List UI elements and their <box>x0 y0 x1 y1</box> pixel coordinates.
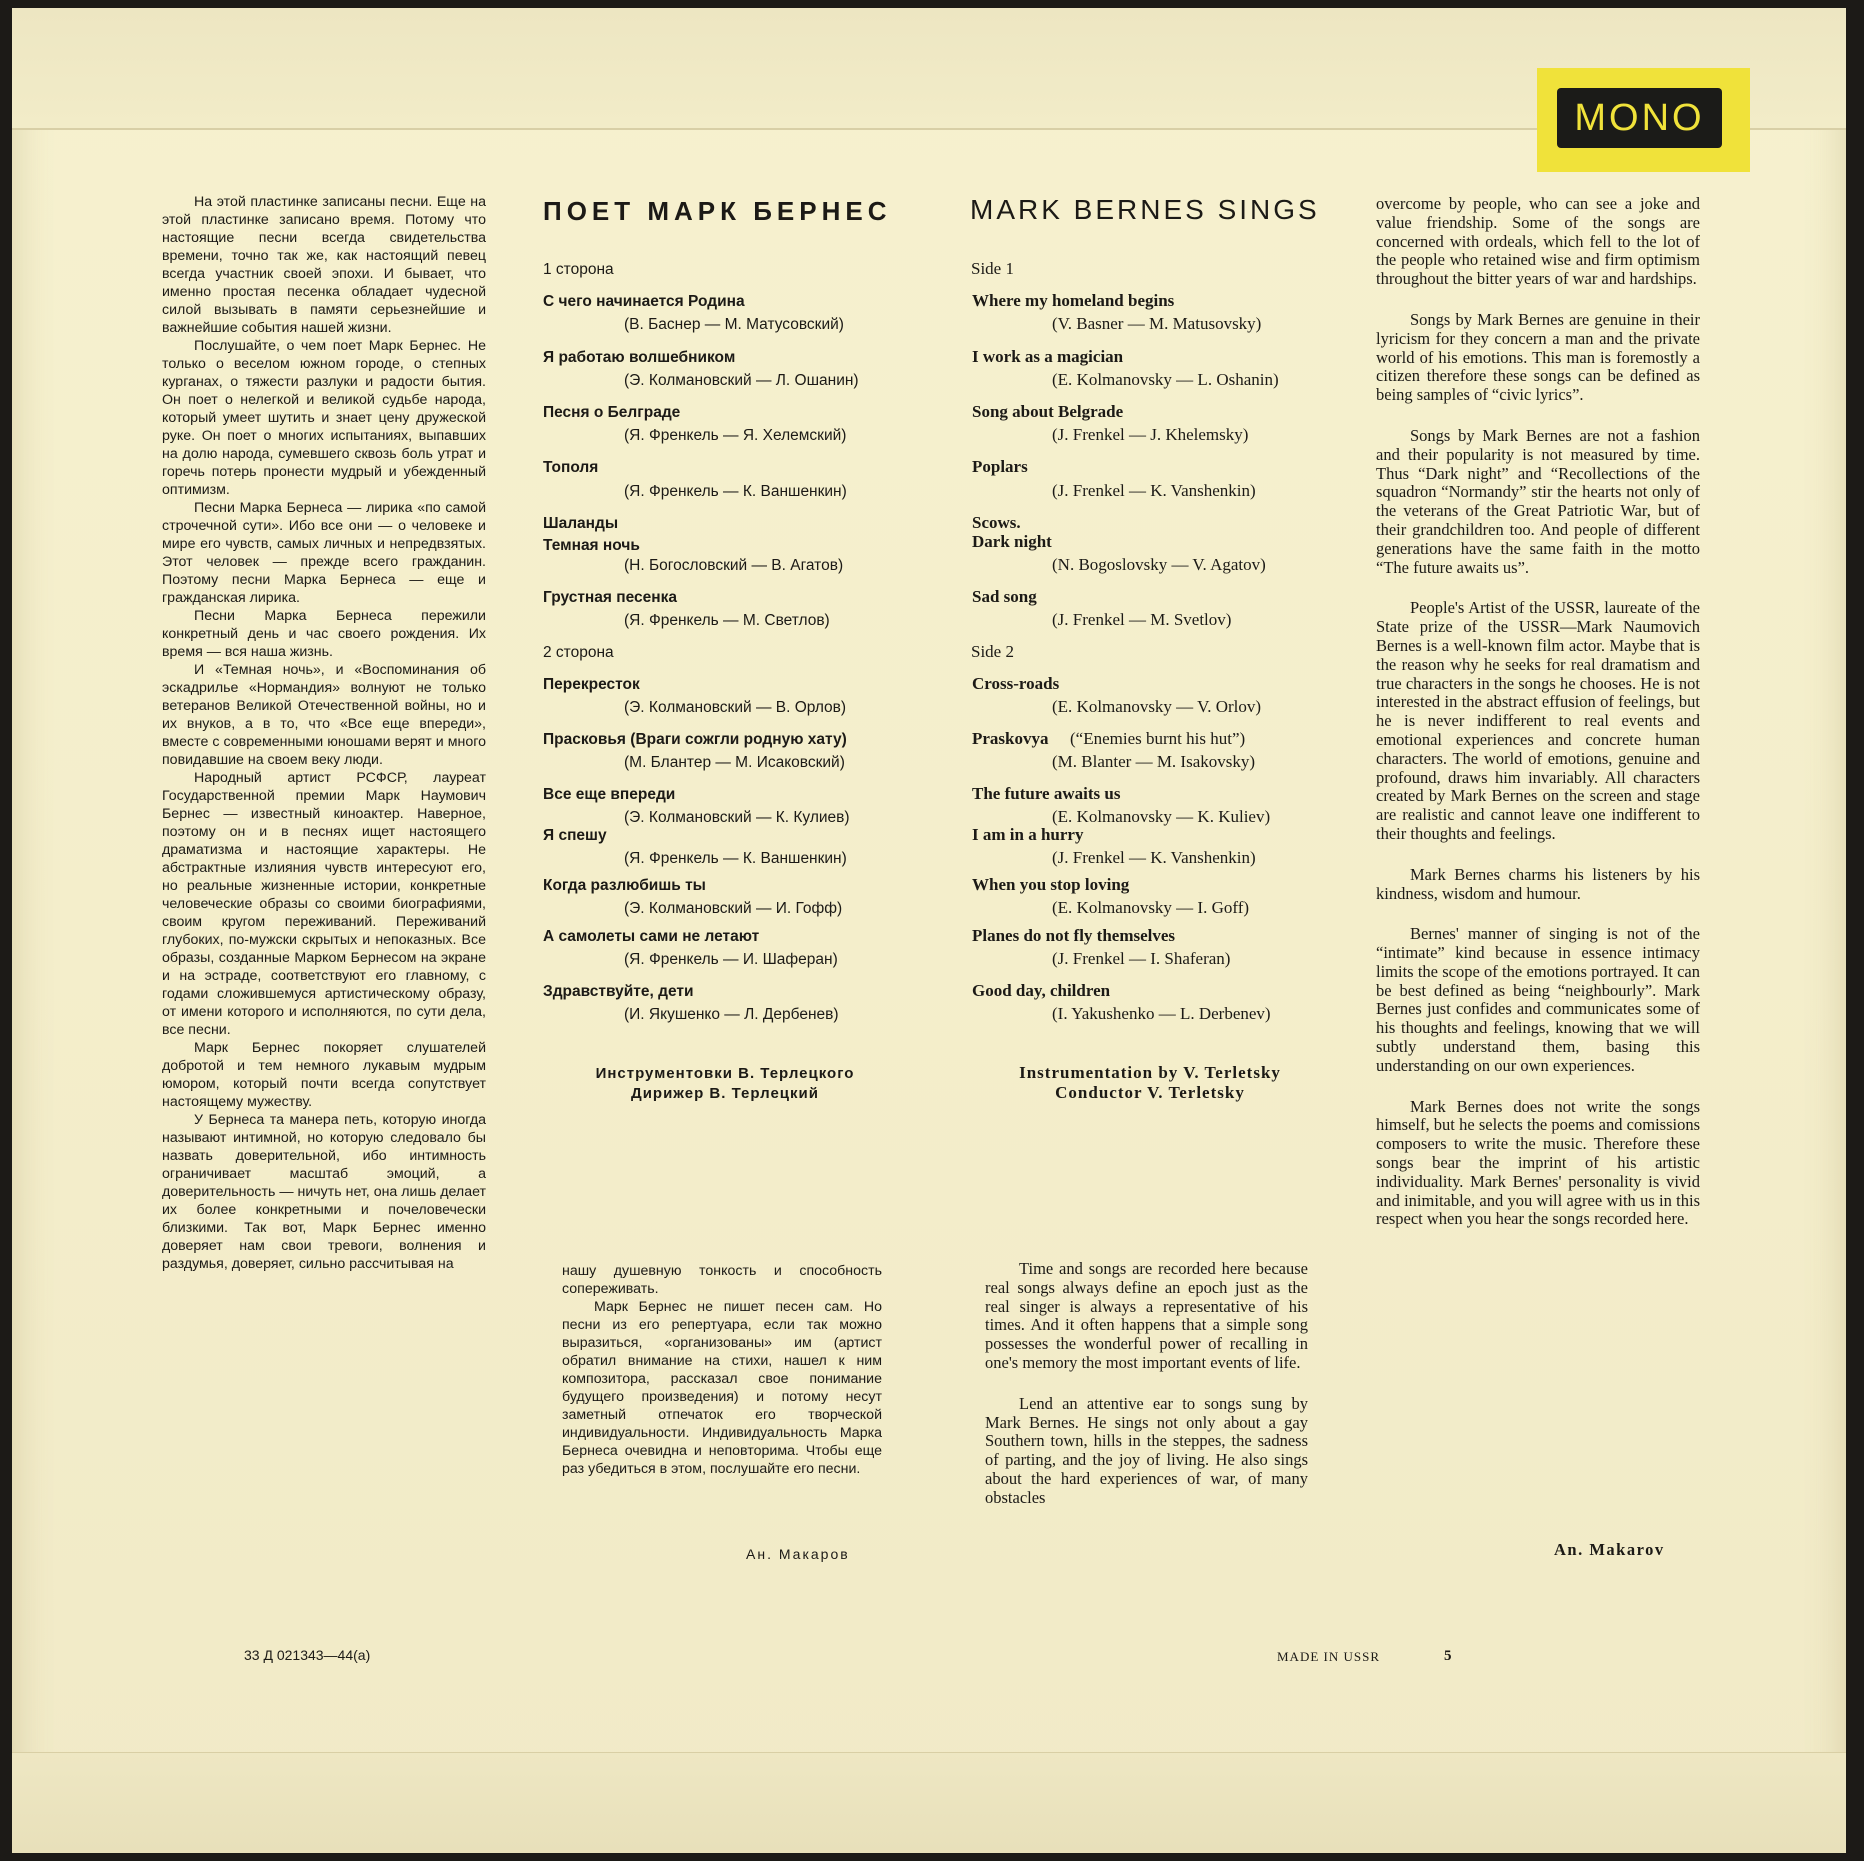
ru-track-title: Прасковья (Враги сожгли родную хату) <box>543 731 847 748</box>
ru-track-title: Тополя <box>543 459 599 476</box>
ru-track-title: С чего начинается Родина <box>543 293 745 310</box>
ru-note-paragraph: Песни Марка Бернеса — лирика «по самой строчечной сути». Ибо все они — о человеке и мире его чувств, самых личных и непредвзятых. Этот человек — прежде всего гражданин. Поэтому песни Марка Бернеса — еще и гражданская лирика. <box>162 500 486 606</box>
en-track-title: I work as a magician <box>972 347 1124 366</box>
made-in-label: MADE IN USSR <box>1277 1649 1381 1664</box>
en-album-title: MARK BERNES SINGS <box>970 194 1320 225</box>
ru-track-credit: (Э. Колмановский — Л. Ошанин) <box>624 372 859 389</box>
en-track-credit: (I. Yakushenko — L. Derbenev) <box>1052 1004 1271 1023</box>
ru-track-title: Шаланды <box>543 515 619 532</box>
en-note-paragraph: Songs by Mark Bernes are genuine in their lyricism for they concern a man and the private world of his emotions. This man is foremostly a citizen therefore these songs can be defined as being samples of “civic lyrics”. <box>1376 309 1700 405</box>
ru-note-paragraph: нашу душевную тонкость и способность сопереживать. <box>562 1263 882 1297</box>
mono-sticker <box>1537 68 1750 172</box>
ru-track-credit: (Э. Колмановский — В. Орлов) <box>624 699 847 716</box>
en-track-title-2: Dark night <box>972 532 1052 551</box>
en-track-credit: (J. Frenkel — I. Shaferan) <box>1052 949 1231 968</box>
ru-conductor-line: Дирижер В. Терлецкий <box>631 1085 819 1102</box>
en-track-title: Scows. <box>972 513 1021 532</box>
en-note-paragraph: Mark Bernes charms his listeners by his kindness, wisdom and humour. <box>1376 864 1700 903</box>
ru-note-paragraph: У Бернеса та манера петь, которую иногда называют интимной, но которую следовало бы назвать доверительной, ибо интимность ограничивает масштаб эмоций, а доверительность — ничуть нет, она лишь делает их более конкретными и почеловечески близкими. Так вот, Марк Бернес именно доверяет нам свои тревоги, волнения и раздумья, доверяет, сильно рассчитывая на <box>162 1112 486 1272</box>
en-conductor-line: Conductor V. Terletsky <box>1055 1083 1245 1102</box>
ru-note-paragraph: Послушайте, о чем поет Марк Бернес. Не только о веселом южном городе, о степных курганах, о тяжести разлуки и радости бытия. Он поет о нелегкой и великой судьбе народа, который умеет шутить и знает цену дружеской руке. Он поет о многих испытаниях, выпавших на долю народа, сумевшего сквозь боль утрат и горечь потерь пронести мудрый и убежденный оптимизм. <box>162 338 486 498</box>
ru-side-1-label: 1 сторона <box>543 261 614 278</box>
ru-liner-notes <box>162 193 486 1273</box>
ru-track-title: А самолеты сами не летают <box>543 928 760 945</box>
en-track-title: Praskovya <box>972 729 1049 748</box>
en-track-credit: (E. Kolmanovsky — K. Kuliev) <box>1052 807 1271 826</box>
en-track-credit: (J. Frenkel — M. Svetlov) <box>1052 610 1232 629</box>
en-track-title: Song about Belgrade <box>972 402 1124 421</box>
mono-label-frame <box>1557 88 1722 148</box>
ru-track-credit: (Н. Богословский — В. Агатов) <box>624 557 844 574</box>
ru-author-signature: Ан. Макаров <box>746 1546 850 1562</box>
ru-track-title: Все еще впереди <box>543 786 676 803</box>
mono-label: MONO <box>1574 97 1705 139</box>
ru-track-credit: (В. Баснер — М. Матусовский) <box>624 316 844 333</box>
en-liner-notes <box>1376 195 1700 1251</box>
en-note-paragraph: Songs by Mark Bernes are not a fashion and their popularity is not measured by time. Thus “Dark night” and “Recollections of the squadron “Normandy” stir the hearts not only of the veterans of the Great Patriotic War, but of their grandchildren too. And people of different generations have the same faith in the motto “The future awaits us”. <box>1376 425 1700 577</box>
ru-track-credit: (Я. Френкель — К. Ваншенкин) <box>624 483 847 500</box>
ru-note-paragraph: И «Темная ночь», и «Воспоминания об эскадрилье «Нормандия» волнуют не только ветеранов Великой Отечественной войны, но и их внуков, а в то, что «Все еще впереди», вместе с современными юношами верят и много повидавшие на своем веку люди. <box>162 662 486 768</box>
en-track-title: Cross-roads <box>972 674 1060 693</box>
en-track-credit: (M. Blanter — M. Isakovsky) <box>1052 752 1256 771</box>
ru-track-credit: (Я. Френкель — Я. Хелемский) <box>624 427 847 444</box>
en-author-signature: An. Makarov <box>1554 1540 1665 1559</box>
ru-track-credit: (Я. Френкель — И. Шаферан) <box>624 951 838 968</box>
en-track-title: The future awaits us <box>972 784 1121 803</box>
ru-track-title: Грустная песенка <box>543 589 677 606</box>
ru-track-title: Я работаю волшебником <box>543 349 736 366</box>
ru-track-credit: (Э. Колмановский — И. Гофф) <box>624 900 843 917</box>
en-track-title: Where my homeland begins <box>972 291 1175 310</box>
catalog-number: 33 Д 021343—44(а) <box>244 1647 371 1663</box>
ru-side-2-label: 2 сторона <box>543 644 614 661</box>
en-track-credit: (J. Frenkel — J. Khelemsky) <box>1052 425 1249 444</box>
en-track-title-rest: (“Enemies burnt his hut”) <box>1070 729 1246 748</box>
en-track-title: Good day, children <box>972 981 1111 1000</box>
en-track-title: Planes do not fly themselves <box>972 926 1176 945</box>
en-track-credit: (J. Frenkel — K. Vanshenkin) <box>1052 481 1256 500</box>
en-note-paragraph: Bernes' manner of singing is not of the “intimate” kind because in essence intimacy limits the scope of the emotions portrayed. It can be best defined as being “neighbourly”. Mark Bernes just confides and communicates some of his thoughts and feelings, knowing that we will subtly understand them, basing this understanding on our own experiences. <box>1376 924 1700 1075</box>
ru-track-title: Перекресток <box>543 676 640 693</box>
ru-note-paragraph: Песни Марка Бернеса пережили конкретный день и час своего рождения. Их время — вся наша жизнь. <box>162 608 486 660</box>
ru-instrumentation-credits <box>560 1064 890 1104</box>
en-track-credit: (E. Kolmanovsky — L. Oshanin) <box>1052 370 1279 389</box>
ru-note-paragraph: Марк Бернес не пишет песен сам. Но песни из его репертуара, если так можно выразиться, «организованы» им (артист обратил внимание на стихи, нашел к ним композитора, рассказал свое понимание будущего произведения) и потому несут заметный отпечаток его творческой индивидуальности. Индивидуальность Марка Бернеса очевидна и неповторима. Чтобы еще раз убедиться в этом, послушайте его песни. <box>562 1299 882 1477</box>
en-note-paragraph: People's Artist of the USSR, laureate of the State prize of the USSR—Mark Naumovich Bernes is a well-known film actor. Maybe that is the reason why he seeks for real dramatism and true characters in the songs he chooses. He is not interested in the abstract effusion of feelings, but he is never indifferent to real events and emotional experiences and concrete human characters. The world of emotions, genuine and profound, draws him invariably. All characters created by Mark Bernes on the screen and stage are realistic and cannot leave one indifferent to their thoughts and feelings. <box>1376 598 1700 843</box>
ru-track-credit: (Я. Френкель — М. Светлов) <box>624 612 830 629</box>
en-note-paragraph: Mark Bernes does not write the songs himself, but he selects the poems and comissions composers to write the music. Therefore these songs bear the imprint of his artistic individuality. Mark Bernes' personality is vivid and inimitable, and you will agree with us in this respect when you hear the songs recorded here. <box>1376 1096 1700 1229</box>
en-side-2-label: Side 2 <box>971 642 1014 661</box>
ru-instrumentation-line: Инструментовки В. Терлецкого <box>595 1065 855 1082</box>
ru-note-paragraph: Марк Бернес покоряет слушателей добротой и тем немного лукавым мудрым юмором, который почти всегда сопутствует настоящему мужеству. <box>162 1040 486 1110</box>
en-instrumentation-credits <box>980 1063 1320 1103</box>
ru-track-credit: (М. Блантер — М. Исаковский) <box>624 754 845 771</box>
en-track-credit: (E. Kolmanovsky — V. Orlov) <box>1052 697 1262 716</box>
en-track-title: I am in a hurry <box>972 825 1084 844</box>
ru-track-credit: (И. Якушенко — Л. Дербенев) <box>624 1006 839 1023</box>
en-track-title: Sad song <box>972 587 1037 606</box>
ru-note-paragraph: На этой пластинке записаны песни. Еще на этой пластинке записано время. Потому что настоящие песни всегда свидетельства времени, точно так же, как настоящий певец всегда участник своей эпохи. И бывает, что именно простая песенка обладает чудесной силой вызывать в памяти серьезнейшие и важнейшие события нашей жизни. <box>162 194 486 336</box>
ru-track-title: Песня о Белграде <box>543 404 681 421</box>
en-side-1-label: Side 1 <box>971 259 1014 278</box>
en-track-credit: (J. Frenkel — K. Vanshenkin) <box>1052 848 1256 867</box>
en-note-paragraph: overcome by people, who can see a joke and value friendship. Some of the songs are concerned with ordeals, which fell to the lot of the people who retained wise and firm optimism throughout the bitter years of war and hardships. <box>1376 194 1700 289</box>
en-instrumentation-line: Instrumentation by V. Terletsky <box>1019 1063 1281 1082</box>
ru-track-title: Здравствуйте, дети <box>543 983 694 1000</box>
en-track-credit: (N. Bogoslovsky — V. Agatov) <box>1052 555 1266 574</box>
ru-note-paragraph: Народный артист РСФСР, лауреат Государственной премии Марк Наумович Бернес — известный киноактер. Наверное, поэтому он и в песнях ищет настоящего драматизма и настоящие характеры. Не абстрактные излияния чувств интересуют его, но реальные жизненные истории, конкретные человеческие образы со своими биографиями, своим кругом переживаний. Переживаний глубоких, по-мужски скрытых и непоказных. Все образы, созданные Марком Бернесом на экране и на эстраде, соответствуют его главному, с годами сложившемуся артистическому образу, от имени которого и исполняются, по сути дела, все песни. <box>162 770 486 1038</box>
en-note-paragraph: Time and songs are recorded here because real songs always define an epoch just as the real singer is always a representative of his times. And it often happens that a simple song possesses the wonderful power of recalling in one's memory the most important events of life. <box>985 1259 1308 1372</box>
en-track-title: Poplars <box>972 457 1028 476</box>
en-track-title: When you stop loving <box>972 875 1130 894</box>
ru-liner-notes-continued <box>562 1262 882 1478</box>
en-track-credit: (E. Kolmanovsky — I. Goff) <box>1052 898 1250 917</box>
en-note-paragraph: Lend an attentive ear to songs sung by Mark Bernes. He sings not only about a gay Southern town, hills in the steppes, the sadness of parting, and the joy of living. He also sings about the hard experiences of war, of many obstacles <box>985 1393 1308 1507</box>
en-track-credit: (V. Basner — M. Matusovsky) <box>1052 314 1262 333</box>
ru-track-title-2: Темная ночь <box>543 537 640 554</box>
ru-track-credit: (Я. Френкель — К. Ваншенкин) <box>624 850 847 867</box>
ru-album-title: ПОЕТ МАРК БЕРНЕС <box>543 196 892 226</box>
page-number: 5 <box>1444 1648 1452 1664</box>
ru-track-title: Я спешу <box>543 827 607 844</box>
ru-track-credit: (Э. Колмановский — К. Кулиев) <box>624 809 850 826</box>
en-liner-notes-start <box>985 1260 1308 1530</box>
sleeve-bottom-fold <box>12 1752 1846 1853</box>
ru-track-title: Когда разлюбишь ты <box>543 877 706 894</box>
